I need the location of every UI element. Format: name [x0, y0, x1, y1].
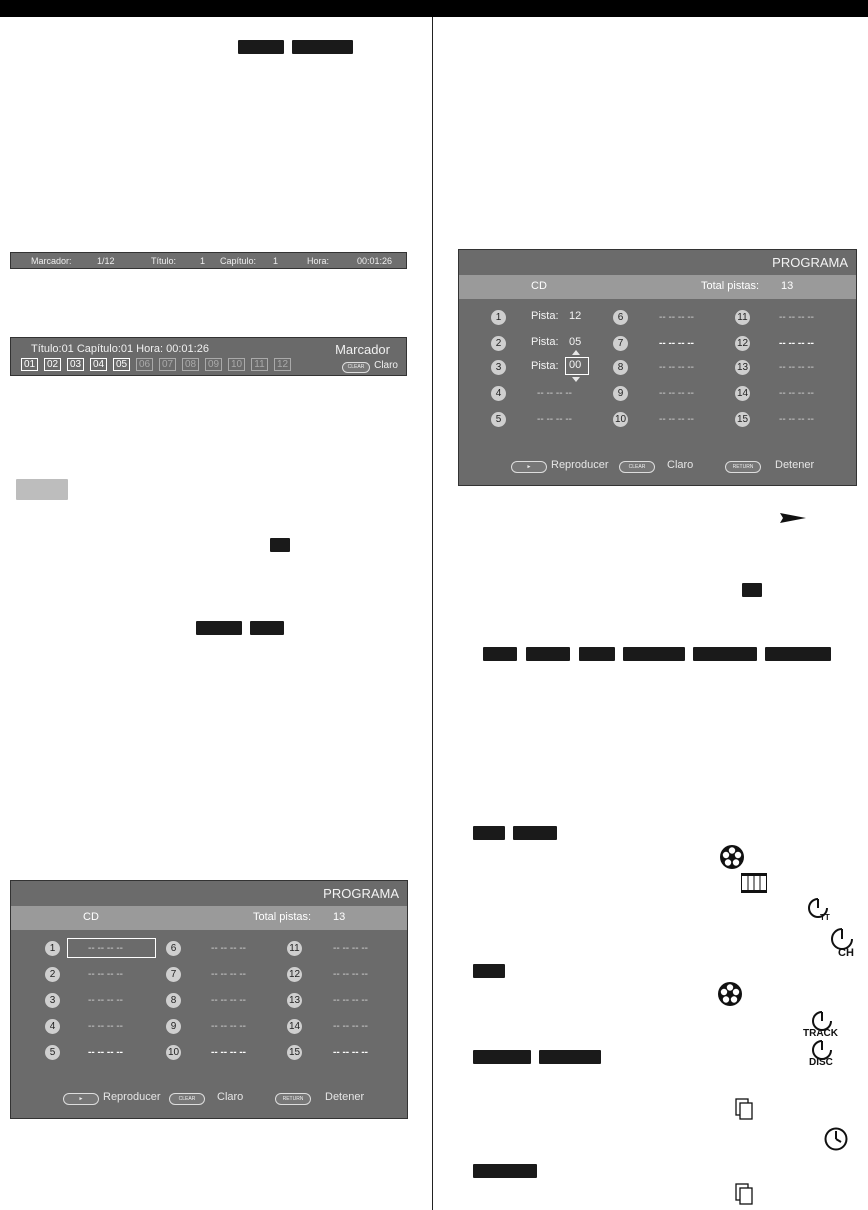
bookmark-header: Título:01 Capítulo:01 Hora: 00:01:26	[31, 343, 209, 355]
bookmark-cell[interactable]: 02	[44, 358, 61, 371]
play-arrow-icon	[780, 511, 806, 525]
empty-slot: -- -- -- --	[211, 943, 246, 954]
empty-slot: -- -- -- --	[659, 338, 694, 349]
empty-slot: -- -- -- --	[659, 388, 694, 399]
pages-icon	[733, 1183, 757, 1209]
empty-slot: -- -- -- --	[779, 388, 814, 399]
pages-icon	[733, 1098, 757, 1124]
bookmark-cell-empty[interactable]: 07	[159, 358, 176, 371]
chapter-time-icon	[826, 927, 860, 959]
empty-slot: -- -- -- --	[333, 1047, 368, 1058]
hora-label: Hora:	[307, 256, 330, 266]
disc-tag	[292, 40, 353, 54]
bookmark-panel	[10, 337, 407, 376]
empty-slot: -- -- -- --	[333, 943, 368, 954]
empty-slot: -- -- -- --	[211, 969, 246, 980]
ch-label: CH	[838, 947, 854, 959]
capitulo-value: 1	[273, 256, 279, 266]
slot-number: 7	[166, 967, 181, 982]
track-value: 05	[569, 336, 582, 348]
track-value: 12	[569, 310, 582, 322]
note-tag	[16, 479, 68, 500]
slot-number: 5	[491, 412, 506, 427]
return-pill[interactable]: RETURN	[725, 461, 761, 473]
disc-tag	[765, 647, 831, 661]
play-label: Reproducer	[103, 1091, 161, 1103]
clear-label: Claro	[667, 459, 694, 471]
film-reel-icon	[717, 981, 743, 1007]
program-summary-band	[11, 906, 407, 930]
program-title: PROGRAMA	[323, 886, 399, 901]
empty-slot: -- -- -- --	[88, 969, 123, 980]
track-label: Pista:	[531, 336, 559, 348]
program-title: PROGRAMA	[772, 255, 848, 270]
clear-pill[interactable]: CLEAR	[619, 461, 655, 473]
disc-tag	[693, 647, 757, 661]
slot-number: 5	[45, 1045, 60, 1060]
hora-value: 00:01:26	[357, 256, 393, 266]
empty-slot: -- -- -- --	[88, 995, 123, 1006]
play-pill[interactable]: ►	[63, 1093, 99, 1105]
slot-number: 12	[288, 969, 301, 980]
track-time-icon	[800, 1010, 844, 1038]
program-panel-left	[10, 880, 408, 1119]
track-label: Pista:	[531, 360, 559, 372]
disc-tag	[513, 826, 557, 840]
bookmark-cell[interactable]: 05	[113, 358, 130, 371]
total-tracks-value: 13	[781, 280, 794, 292]
play-label: Reproducer	[551, 459, 609, 471]
clear-pill[interactable]: CLEAR	[169, 1093, 205, 1105]
disc-tag	[196, 621, 242, 635]
slot-number: 10	[614, 414, 627, 425]
column-divider	[432, 17, 433, 1210]
empty-slot: -- -- -- --	[537, 414, 572, 425]
empty-slot: -- -- -- --	[779, 414, 814, 425]
slot-number: 14	[288, 1021, 301, 1032]
disc-time-icon	[806, 1039, 840, 1067]
empty-slot: -- -- -- --	[88, 943, 123, 954]
media-type: CD	[531, 280, 547, 292]
media-type: CD	[83, 911, 99, 923]
disc-tag	[483, 647, 517, 661]
top-header-bar	[0, 0, 868, 17]
titulo-label: Título:	[151, 256, 177, 266]
slot-number: 14	[736, 388, 749, 399]
empty-slot: -- -- -- --	[211, 1021, 246, 1032]
empty-slot: -- -- -- --	[211, 1047, 246, 1058]
program-panel-right	[458, 249, 857, 486]
empty-slot: -- -- -- --	[779, 338, 814, 349]
slot-number: 15	[736, 414, 749, 425]
slot-number: 4	[45, 1019, 60, 1034]
empty-slot: -- -- -- --	[779, 362, 814, 373]
empty-slot: -- -- -- --	[333, 969, 368, 980]
disc-tag	[250, 621, 284, 635]
total-tracks-label: Total pistas:	[701, 280, 760, 292]
clear-label: Claro	[374, 360, 398, 371]
slot-number: 1	[45, 941, 60, 956]
clear-label: Claro	[217, 1091, 244, 1103]
empty-slot: -- -- -- --	[659, 312, 694, 323]
film-strip-icon	[741, 873, 767, 893]
return-pill[interactable]: RETURN	[275, 1093, 311, 1105]
title-time-icon	[806, 897, 830, 923]
bookmark-cell[interactable]: 04	[90, 358, 107, 371]
empty-slot: -- -- -- --	[333, 995, 368, 1006]
track-label: Pista:	[531, 310, 559, 322]
slot-number: 6	[613, 310, 628, 325]
slot-number: 3	[45, 993, 60, 1008]
slot-number: 11	[287, 941, 302, 956]
clear-pill[interactable]: CLEAR	[342, 362, 370, 373]
slot-number: 10	[167, 1047, 180, 1058]
empty-slot: -- -- -- --	[659, 362, 694, 373]
slot-number: 15	[288, 1047, 301, 1058]
slot-number: 13	[288, 995, 301, 1006]
bookmark-cell-empty[interactable]: 10	[228, 358, 245, 371]
disc-tag	[473, 1050, 531, 1064]
empty-slot: -- -- -- --	[88, 1021, 123, 1032]
bookmark-cell[interactable]: 01	[21, 358, 38, 371]
bookmark-cell-empty[interactable]: 09	[205, 358, 222, 371]
empty-slot: -- -- -- --	[88, 1047, 123, 1058]
bookmark-cell-empty[interactable]: 06	[136, 358, 153, 371]
disc-tag	[270, 538, 290, 552]
titulo-value: 1	[200, 256, 206, 266]
slot-number: 8	[613, 360, 628, 375]
return-label: Detener	[775, 459, 815, 471]
slot-number: 11	[735, 310, 750, 325]
disc-tag	[473, 826, 505, 840]
capitulo-label: Capítulo:	[220, 256, 257, 266]
return-label: Detener	[325, 1091, 365, 1103]
total-tracks-label: Total pistas:	[253, 911, 312, 923]
slot-number: 4	[491, 386, 506, 401]
tt-label: TT	[820, 913, 830, 922]
slot-number: 12	[736, 338, 749, 349]
bookmark-title: Marcador	[335, 342, 390, 357]
disc-tag	[473, 964, 505, 978]
disc-tag	[473, 1164, 537, 1178]
disc-tag	[579, 647, 615, 661]
track-value[interactable]: 00	[569, 359, 582, 371]
slot-number: 3	[491, 360, 506, 375]
empty-slot: -- -- -- --	[211, 995, 246, 1006]
program-summary-band	[459, 275, 856, 299]
slot-number: 2	[45, 967, 60, 982]
track-label: TRACK	[803, 1028, 838, 1038]
slot-number: 2	[491, 336, 506, 351]
disc-tag	[238, 40, 284, 54]
bookmark-cell-empty[interactable]: 11	[251, 358, 268, 371]
disc-tag	[623, 647, 685, 661]
total-tracks-value: 13	[333, 911, 346, 923]
bookmark-cell[interactable]: 03	[67, 358, 84, 371]
slot-number: 7	[613, 336, 628, 351]
slot-number: 1	[491, 310, 506, 325]
arrow-down-icon[interactable]	[572, 377, 580, 382]
disc-tag	[742, 583, 762, 597]
slot-number: 9	[166, 1019, 181, 1034]
slot-number: 9	[613, 386, 628, 401]
disc-tag	[526, 647, 570, 661]
empty-slot: -- -- -- --	[537, 388, 572, 399]
slot-number: 13	[736, 362, 749, 373]
arrow-up-icon[interactable]	[572, 350, 580, 355]
bookmark-cell-empty[interactable]: 12	[274, 358, 291, 371]
clock-icon	[823, 1126, 849, 1152]
disc-label: DISC	[809, 1057, 833, 1067]
marcador-label: Marcador:	[31, 256, 72, 266]
play-pill[interactable]: ►	[511, 461, 547, 473]
slot-number: 6	[166, 941, 181, 956]
bookmark-info-bar	[10, 252, 407, 269]
film-reel-icon	[719, 844, 745, 870]
disc-tag	[539, 1050, 601, 1064]
bookmark-cell-empty[interactable]: 08	[182, 358, 199, 371]
slot-number: 8	[166, 993, 181, 1008]
empty-slot: -- -- -- --	[659, 414, 694, 425]
empty-slot: -- -- -- --	[333, 1021, 368, 1032]
empty-slot: -- -- -- --	[779, 312, 814, 323]
marcador-value: 1/12	[97, 256, 115, 266]
